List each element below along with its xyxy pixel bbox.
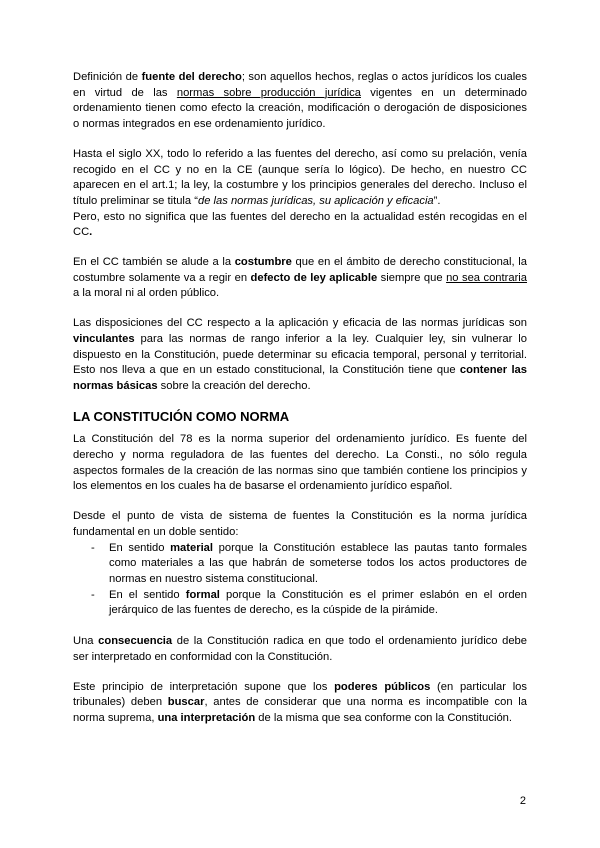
text: ”. — [433, 194, 441, 207]
text: de la misma que sea conforme con la Constitución. — [255, 711, 512, 724]
text: a la moral ni al orden público. — [73, 287, 220, 300]
text: En el CC también se alude a la — [73, 256, 235, 269]
term-formal: formal — [185, 588, 220, 601]
term-una-interpretacion: una interpretación — [157, 711, 256, 724]
paragraph-costumbre — [73, 255, 527, 302]
term-costumbre: costumbre — [234, 256, 292, 269]
list-item — [73, 588, 527, 619]
underlined-no-sea-contraria: no sea contraria — [446, 271, 528, 284]
paragraph-interpretacion — [73, 680, 527, 727]
dash-bullet: - — [91, 541, 95, 554]
paragraph-sistema-fuentes: Desde el punto de vista de sistema de fuentes la Constitución es la norma jurídica fundamental en un doble sentido: — [73, 510, 527, 538]
text: Las disposiciones del CC respecto a la aplicación y eficacia de las normas jurídicas son — [73, 317, 527, 330]
text: siempre que — [377, 271, 447, 284]
text: , antes de considerar que una norma es incompatible con la norma suprema, — [73, 696, 527, 724]
dash-list — [73, 541, 527, 620]
text: Definición de — [73, 71, 142, 83]
section-heading: LA CONSTITUCIÓN COMO NORMA — [73, 408, 290, 424]
text: . — [89, 226, 93, 239]
text: vigentes en un determinado ordenamiento tienen como efecto la creación, modificación o derogación de disposiciones o normas integrados en ese ordenamiento jurídico. — [73, 86, 527, 131]
list-item — [73, 541, 527, 588]
text: para las normas de rango inferior a la ley. Cualquier ley, sin vulnerar lo dispuesto en la Constitución, puede determinar su eficacia temporal, personal y territorial. Esto nos lleva a que en un estado constitucional, la Constitución tiene que — [73, 332, 527, 377]
text: porque la Constitución es el primer eslabón en el orden jerárquico de las fuentes de derecho, es la cúspide de la pirámide. — [109, 588, 527, 617]
term-fuente-del-derecho: fuente del derecho — [141, 71, 242, 83]
text: de la Constitución radica en que todo el ordenamiento jurídico debe ser interpretado en conformidad con la Constitución. — [73, 635, 527, 663]
text: Pero, esto no significa que las fuentes del derecho en la actualidad estén recogidas en el CC — [73, 210, 527, 239]
page-number: 2 — [519, 795, 526, 807]
italic-title: de las normas jurídicas, su aplicación y eficacia — [197, 194, 434, 207]
text: Hasta el siglo XX, todo lo referido a las fuentes del derecho, así como su prelación, venía recogido en el CC y no en la CE (aunque sería lo lógico). De hecho, en nuestro CC aparecen en el art.1; la ley, la costumbre y los principios generales del derecho. Incluso el título preliminar se titula “ — [73, 147, 527, 207]
term-normas-basicas: contener las normas básicas — [73, 364, 527, 392]
document-body — [73, 70, 527, 741]
underlined-normas-produccion: normas sobre producción jurídica — [176, 86, 361, 99]
text: que en el ámbito de derecho constitucional, la costumbre solamente va a regir en — [73, 256, 527, 284]
paragraph-disposiciones — [73, 316, 527, 395]
text: Este principio de interpretación supone que los — [73, 680, 335, 693]
text: Una — [73, 635, 99, 648]
term-defecto-de-ley: defecto de ley aplicable — [250, 271, 378, 284]
paragraph-history — [73, 147, 527, 241]
paragraph-consecuencia — [73, 634, 527, 665]
term-vinculantes: vinculantes — [73, 332, 135, 345]
text: porque la Constitución establece las pautas tanto formales como materiales a las que habrán de someterse todos los actos productores de normas en nuestro sistema constitucional. — [109, 541, 527, 585]
term-material: material — [170, 541, 214, 554]
text: (en particular los tribunales) deben — [73, 680, 528, 709]
paragraph-constitucion: La Constitución del 78 es la norma superior del ordenamiento jurídico. Es fuente del derecho y norma reguladora de las fuentes del derecho. La Consti., no sólo regula aspectos formales de la creación de las normas sino que también contiene los principios y los elementos en los cuales ha de basarse el ordenamiento jurídico español. — [73, 433, 527, 493]
term-buscar: buscar — [167, 696, 205, 709]
text: En el sentido — [109, 588, 186, 601]
term-consecuencia: consecuencia — [98, 635, 173, 648]
paragraph-definition — [73, 70, 527, 133]
dash-bullet: - — [91, 588, 95, 601]
text: En sentido — [109, 541, 171, 554]
text: sobre la creación del derecho. — [157, 379, 311, 392]
term-poderes-publicos: poderes públicos — [334, 680, 431, 693]
text: ; son aquellos hechos, reglas o actos jurídicos los cuales en virtud de las — [73, 71, 527, 99]
